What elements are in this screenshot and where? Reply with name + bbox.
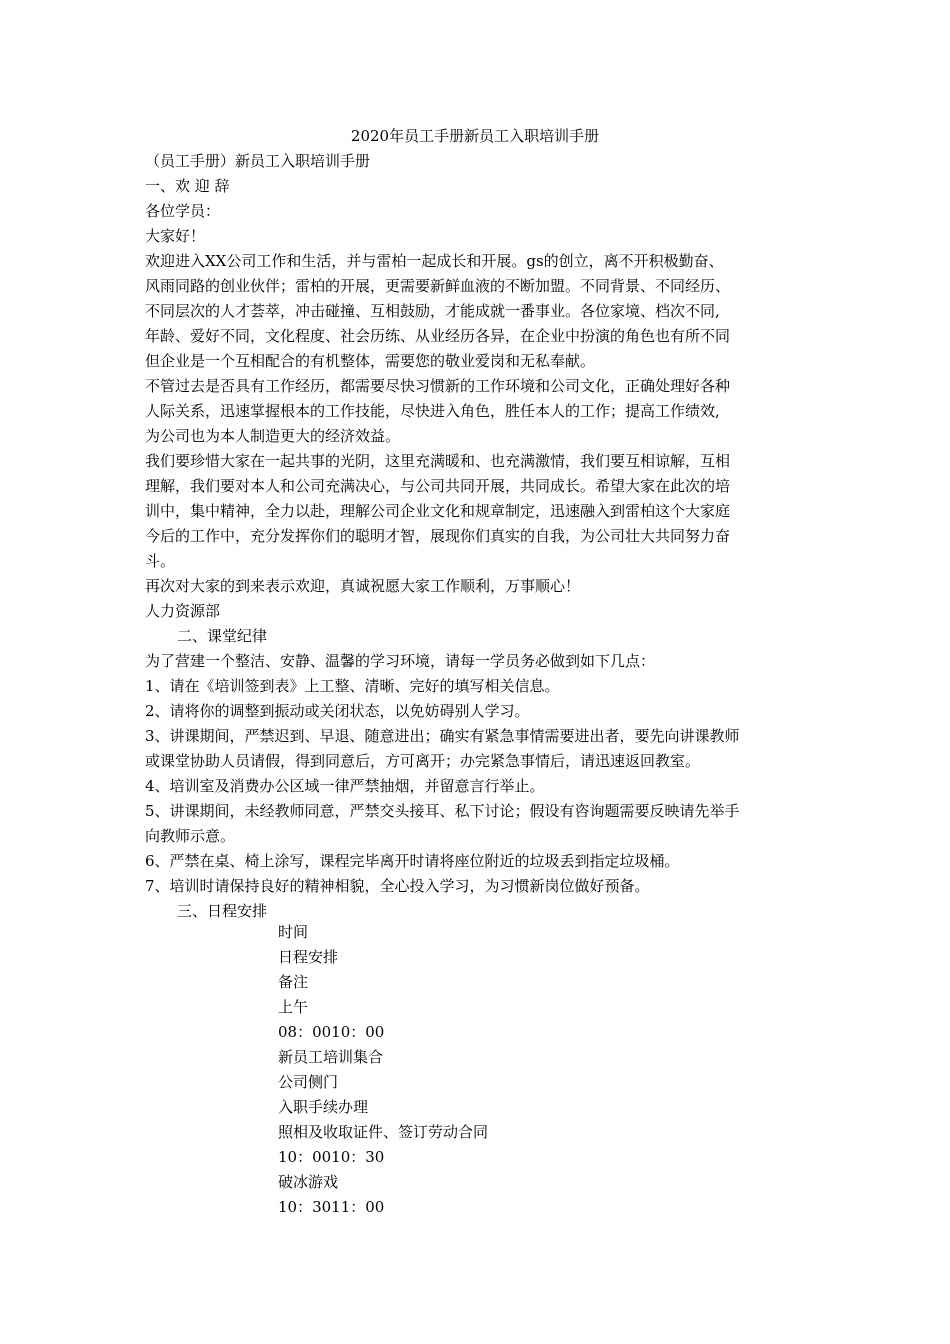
schedule-cell: 公司侧门 (278, 1073, 339, 1091)
welcome-heading: 一、欢 迎 辞 (145, 177, 230, 195)
welcome-salutation: 各位学员： (145, 202, 221, 220)
schedule-cell: 备注 (278, 973, 309, 991)
discipline-line: 7、培训时请保持良好的精神相貌，全心投入学习，为习惯新岗位做好预备。 (145, 877, 650, 895)
schedule-cell: 新员工培训集合 (278, 1048, 384, 1066)
welcome-line: 训中，集中精神，全力以赴，理解公司企业文化和规章制定，迅速融入到雷柏这个大家庭 (145, 502, 731, 520)
discipline-line: 2、请将你的调整到振动或关闭状态，以免妨碍别人学习。 (145, 702, 530, 720)
discipline-line: 向教师示意。 (145, 827, 236, 845)
schedule-cell: 破冰游戏 (278, 1173, 339, 1191)
schedule-cell: 照相及收取证件、签订劳动合同 (278, 1123, 489, 1141)
discipline-line: 3、讲课期间，严禁迟到、早退、随意进出；确实有紧急事情需要进出者，要先向讲课教师 (145, 727, 740, 745)
discipline-line: 4、培训室及消费办公区域一律严禁抽烟，并留意言行举止。 (145, 777, 545, 795)
welcome-line: 年龄、爱好不同，文化程度、社会历练、从业经历各异，在企业中扮演的角色也有所不同 (145, 327, 731, 345)
document-body (145, 149, 815, 924)
schedule-cell: 08：0010：00 (278, 1023, 385, 1041)
document-title: 2020年员工手册新员工入职培训手册 (350, 127, 600, 145)
discipline-line: 5、讲课期间，未经教师同意，严禁交头接耳、私下讨论；假设有咨询题需要反映请先举手 (145, 802, 740, 820)
welcome-greeting: 大家好！ (145, 227, 206, 245)
discipline-heading: 二、课堂纪律 (177, 627, 268, 645)
welcome-line: 不管过去是否具有工作经历，都需要尽快习惯新的工作环境和公司文化，正确处理好各种 (145, 377, 731, 395)
welcome-line: 今后的工作中，充分发挥你们的聪明才智，展现你们真实的自我，为公司壮大共同努力奋 (145, 527, 731, 545)
welcome-line: 理解，我们要对本人和公司充满决心，与公司共同开展，共同成长。希望大家在此次的培 (145, 477, 731, 495)
discipline-line: 为了营建一个整洁、安静、温馨的学习环境，请每一学员务必做到如下几点： (145, 652, 656, 670)
schedule-cell: 10：3011：00 (278, 1198, 385, 1216)
discipline-line: 或课堂协助人员请假，得到同意后，方可离开；办完紧急事情后，请迅速返回教室。 (145, 752, 701, 770)
discipline-line: 6、严禁在桌、椅上涂写，课程完毕离开时请将座位附近的垃圾丢到指定垃圾桶。 (145, 852, 680, 870)
schedule-cell: 10：0010：30 (278, 1148, 385, 1166)
schedule-cell: 日程安排 (278, 948, 339, 966)
welcome-line: 斗。 (145, 552, 176, 570)
document-subtitle: （员工手册）新员工入职培训手册 (145, 152, 371, 170)
welcome-line: 人际关系，迅速掌握根本的工作技能，尽快进入角色，胜任本人的工作；提高工作绩效, (145, 402, 720, 420)
schedule-heading: 三、日程安排 (177, 902, 268, 920)
welcome-line: 欢迎进入XX公司工作和生活，并与雷柏一起成长和开展。gs的创立，离不开积极勤奋、 (145, 252, 724, 270)
welcome-line: 但企业是一个互相配合的有机整体，需要您的敬业爱岗和无私奉献。 (145, 352, 596, 370)
welcome-line: 我们要珍惜大家在一起共事的光阴，这里充满暖和、也充满激情，我们要互相谅解，互相 (145, 452, 731, 470)
schedule-cell: 入职手续办理 (278, 1098, 369, 1116)
discipline-line: 1、请在《培训签到表》上工整、清晰、完好的填写相关信息。 (145, 677, 560, 695)
welcome-line: 风雨同路的创业伙伴；雷柏的开展，更需要新鲜血液的不断加盟。不同背景、不同经历、 (145, 277, 731, 295)
schedule-cell: 时间 (278, 923, 309, 941)
schedule-cell: 上午 (278, 998, 309, 1016)
welcome-line: 为公司也为本人制造更大的经济效益。 (145, 427, 401, 445)
welcome-line: 不同层次的人才荟萃，冲击碰撞、互相鼓励，才能成就一番事业。各位家境、档次不同, (145, 302, 720, 320)
welcome-line: 再次对大家的到来表示欢迎，真诚祝愿大家工作顺利，万事顺心！ (145, 577, 581, 595)
welcome-signature: 人力资源部 (145, 602, 221, 620)
schedule-table (278, 920, 778, 1220)
